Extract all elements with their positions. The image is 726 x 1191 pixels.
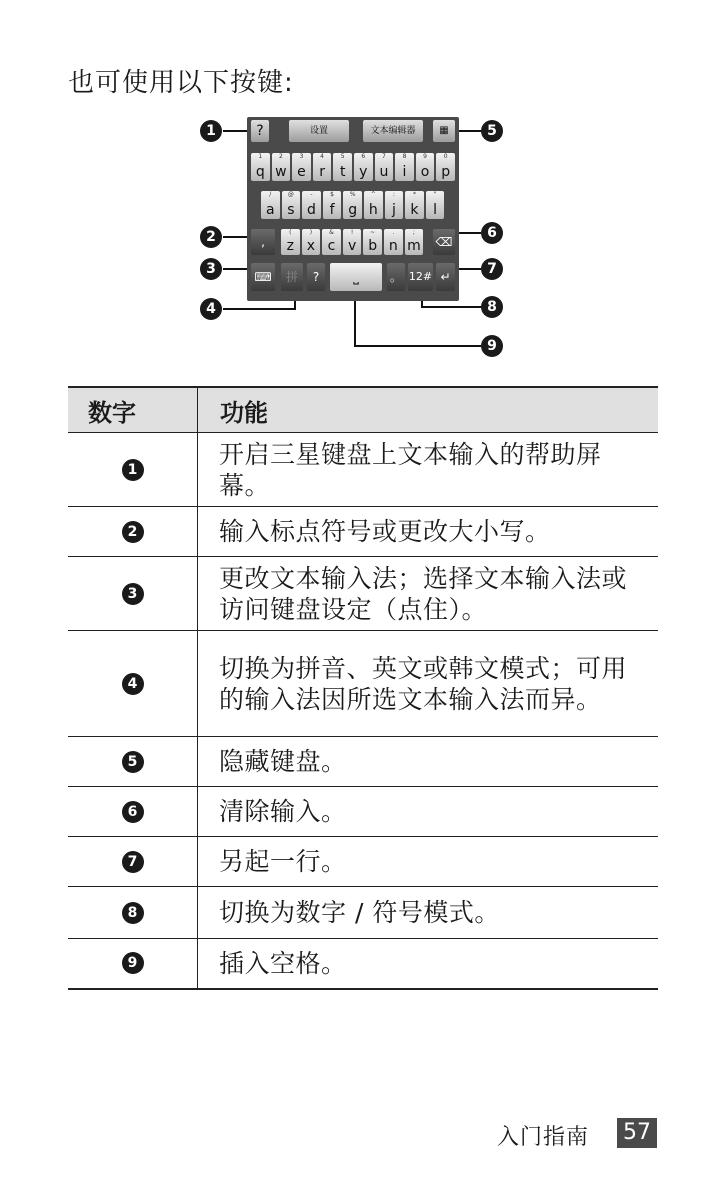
key-main-label: e [297, 164, 306, 180]
callout-4: 4 [200, 298, 222, 320]
key-l [426, 191, 445, 219]
key-sub-label: 9 [423, 153, 427, 160]
input-method-icon: ⌨ [251, 263, 275, 291]
page-number: 57 [617, 1118, 657, 1148]
key-sub-label: 2 [278, 153, 283, 160]
function-table [68, 386, 658, 990]
key-n [384, 229, 403, 255]
key-sub-label: ~ [370, 229, 376, 236]
callout-2: 2 [200, 226, 222, 248]
row-number-cell [68, 939, 198, 989]
keyboard-image [247, 117, 459, 301]
key-sub-label: ^ [370, 191, 376, 198]
row-function-text: 切换为数字 / 符号模式。 [198, 887, 659, 939]
key-sub-label: / [269, 191, 272, 198]
table-row [68, 557, 658, 631]
key-sub-label: " [433, 191, 437, 198]
number-symbol-key: 12# [408, 263, 433, 291]
key-f [323, 191, 342, 219]
table-row [68, 787, 658, 837]
key-sub-label: 5 [340, 153, 345, 160]
help-key: ? [251, 120, 269, 142]
key-r [313, 153, 332, 181]
header-number: 数字 [68, 387, 198, 433]
table-row [68, 737, 658, 787]
space-key: ⎵ [330, 263, 382, 291]
key-p [436, 153, 455, 181]
key-o [416, 153, 435, 181]
footer-section: 入门指南 [497, 1125, 590, 1150]
key-sub-label: 7 [381, 153, 386, 160]
row-number-cell [68, 737, 198, 787]
key-sub-label: % [349, 191, 356, 198]
key-z [281, 229, 300, 255]
row-number-badge: 6 [122, 801, 144, 823]
callout-5: 5 [481, 120, 503, 142]
key-main-label: u [379, 164, 389, 180]
key-sub-label: ) [309, 229, 313, 236]
key-sub-label: 1 [258, 153, 263, 160]
key-main-label: s [287, 202, 295, 218]
key-main-label: i [402, 164, 407, 180]
row-number-cell [68, 433, 198, 507]
key-k [405, 191, 424, 219]
callout-7: 7 [481, 258, 503, 280]
key-main-label: a [266, 202, 275, 218]
pinyin-mode-key: 拼 [281, 263, 303, 291]
key-main-label: f [329, 202, 335, 218]
key-main-label: n [388, 238, 398, 254]
table-row [68, 887, 658, 939]
key-sub-label: $ [330, 191, 334, 198]
key-x [302, 229, 321, 255]
callout-3: 3 [200, 258, 222, 280]
row-number-cell [68, 787, 198, 837]
key-m [405, 229, 424, 255]
row-function-text: 另起一行。 [198, 837, 659, 887]
table-row [68, 433, 658, 507]
row-number-badge: 3 [122, 583, 144, 605]
key-main-label: c [327, 238, 336, 254]
table-row [68, 507, 658, 557]
hide-keyboard-icon: ▦ [433, 120, 455, 142]
key-sub-label: - [310, 191, 313, 198]
callout-6: 6 [481, 222, 503, 244]
table-row [68, 837, 658, 887]
key-y [354, 153, 373, 181]
table-row [68, 631, 658, 737]
question-key: ? [307, 263, 325, 291]
row-number-cell [68, 887, 198, 939]
row-function-text: 插入空格。 [198, 939, 659, 989]
key-q [251, 153, 270, 181]
key-main-label: l [433, 202, 438, 218]
key-u [375, 153, 394, 181]
key-main-label: d [307, 202, 316, 218]
row-number-badge: 7 [122, 851, 144, 873]
key-sub-label: @ [287, 191, 294, 198]
table-header-row [68, 387, 658, 433]
key-sub-label: 8 [402, 153, 407, 160]
key-main-label: z [286, 238, 294, 254]
row-number-badge: 9 [122, 952, 144, 974]
enter-icon: ↵ [436, 263, 455, 291]
key-d [302, 191, 321, 219]
row-number-cell [68, 507, 198, 557]
key-main-label: y [359, 164, 368, 180]
key-sub-label: 4 [320, 153, 324, 160]
row-function-text: 输入标点符号或更改大小写。 [198, 507, 659, 557]
settings-button: 设置 [289, 120, 349, 142]
key-main-label: t [339, 164, 346, 180]
key-j [385, 191, 404, 219]
key-main-label: v [347, 238, 357, 254]
key-sub-label: & [329, 229, 334, 236]
key-main-label: j [391, 202, 396, 218]
table-row [68, 939, 658, 989]
backspace-icon: ⌫ [433, 229, 455, 255]
row-number-badge: 2 [122, 521, 144, 543]
key-main-label: x [306, 238, 316, 254]
row-number-badge: 8 [122, 902, 144, 924]
key-v [343, 229, 362, 255]
row-number-cell [68, 837, 198, 887]
key-e [292, 153, 311, 181]
key-sub-label: 6 [361, 153, 366, 160]
key-h [364, 191, 383, 219]
key-t [333, 153, 352, 181]
key-sub-label: : [392, 191, 395, 198]
key-main-label: m [407, 238, 421, 254]
text-editor-button: 文本编辑器 [363, 120, 423, 142]
row-number-cell [68, 557, 198, 631]
key-main-label: p [441, 164, 451, 180]
key-a [261, 191, 280, 219]
key-main-label: o [420, 164, 430, 180]
callout-8: 8 [481, 296, 503, 318]
key-s [282, 191, 301, 219]
key-sub-label: 0 [443, 153, 448, 160]
key-sub-label: 3 [299, 153, 304, 160]
key-main-label: w [275, 164, 287, 180]
key-sub-label: ! [350, 229, 354, 236]
row-number-badge: 4 [122, 673, 144, 695]
row-number-badge: 5 [122, 751, 144, 773]
row-function-text: 切换为拼音、英文或韩文模式；可用的输入法因所选文本输入法而异。 [198, 631, 659, 737]
key-w [272, 153, 291, 181]
key-main-label: b [368, 238, 378, 254]
intro-text: 也可使用以下按键: [68, 68, 294, 98]
key-sub-label: ( [289, 229, 292, 236]
key-main-label: r [319, 164, 325, 180]
key-main-label: k [410, 202, 419, 218]
key-main-label: h [368, 202, 378, 218]
row-function-text: 清除输入。 [198, 787, 659, 837]
comma-key: , [251, 229, 275, 255]
row-number-badge: 1 [122, 459, 144, 481]
key-main-label: q [255, 164, 265, 180]
keyboard-figure [195, 112, 525, 362]
key-sub-label: * [412, 191, 416, 198]
row-function-text: 开启三星键盘上文本输入的帮助屏幕。 [198, 433, 659, 507]
row-function-text: 隐藏键盘。 [198, 737, 659, 787]
callout-1: 1 [200, 120, 222, 142]
key-sub-label: ; [412, 229, 415, 236]
period-key: 。 [387, 263, 405, 291]
key-sub-label: . [392, 229, 395, 236]
key-i [395, 153, 414, 181]
key-main-label: g [348, 202, 358, 218]
callout-9: 9 [481, 335, 503, 357]
key-g [343, 191, 362, 219]
header-function: 功能 [198, 387, 659, 433]
row-number-cell [68, 631, 198, 737]
key-b [363, 229, 382, 255]
key-c [322, 229, 341, 255]
row-function-text: 更改文本输入法；选择文本输入法或访问键盘设定（点住）。 [198, 557, 659, 631]
